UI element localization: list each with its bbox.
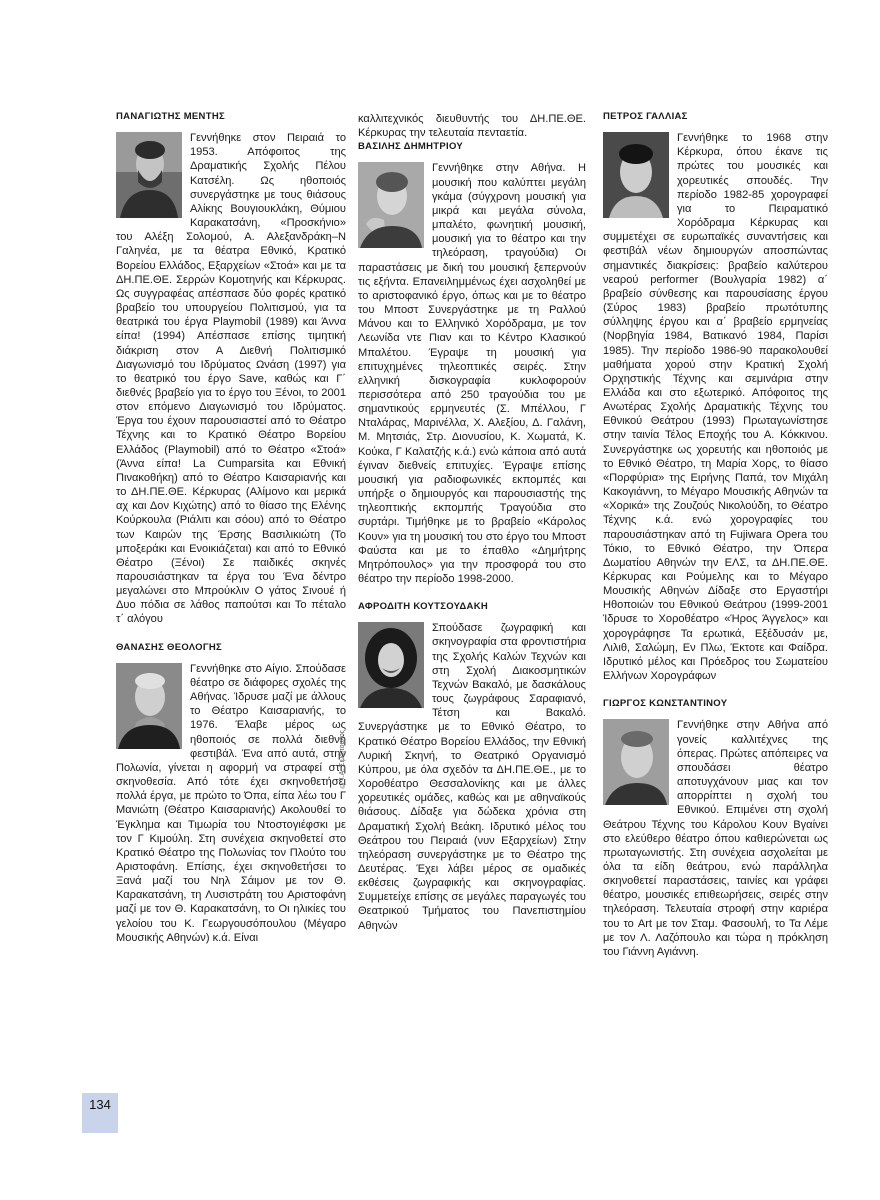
page-number: 134 (82, 1093, 118, 1133)
portrait-photo (603, 719, 669, 805)
column-3 (603, 110, 828, 973)
photo-credit: © Ι.Α. Σιμόπουλος (339, 730, 346, 789)
bio-text: Σπούδασε ζωγραφική και σκηνογραφία στα φροντιστήρια της Σχολής Καλών Τεχνών και στη Σχολή Διακοσμητικών Τεχνών Βακαλό, με δασκάλους τους ζωγράφους Σαραφιανό, Τέτση και Βακαλό. Συνεργάστηκε με το Εθνικό Θέατρο, το Κρατικό Θέατρο Βορείου Ελλάδος, την Εθνική Λυρική Σκηνή, το Θεατρικό Οργανισμό Κύπρου, με όλα σχεδόν τα ΔΗ.ΠΕ.ΘΕ., με το Χοροθέατρο Θεσσαλονίκης και με άλλες χορευτικές ομάδες, καθώς και με αθηναϊκούς θιάσους. Δίδαξε για δώδεκα χρόνια στη Δραματική Σχολή Βεάκη. Ιδρυτικό μέλος του Θεάτρου του Πειραιά (νυν Εξαρχείων) Στην τηλεόραση συνεργάστηκε με το Θέατρο της Δευτέρας. Έχει λάβει μέρος σε ομαδικές εκθέσεις ζωγραφικής και σκηνογραφίας. Συμμετείχε επίσης σε μεγάλες παραγωγές του Θεατρικού Τμήματος του Πανεπιστημίου Αθηνών (358, 622, 586, 932)
portrait-photo (358, 162, 424, 248)
bio-name: ΓΙΩΡΓΟΣ ΚΩΝΣΤΑΝΤΙΝΟΥ (603, 698, 728, 710)
portrait-photo (358, 622, 424, 708)
bio-text: Γεννήθηκε το 1968 στην Κέρκυρα, όπου έκανε τις πρώτες του μουσικές και χορευτικές σπουδές. Την περίοδο 1982-85 χορογραφεί για το Πειραματικό Χορόδραμα Κέρκυρας και συμμετέχει σε ευρωπαϊκές συναντήσεις και φεστιβάλ νέων δημιουργών αποσπώντας σημαντικές διακρίσεις: βραβείο καλύτερου νεαρού performer (Βουλγαρία 1982) α΄ βραβείο σύνθεσης και παρουσίασης έργου (Σύρος 1983) βραβείο πρωτότυπης σύλληψης έργου και α΄ βραβείο ερμηνείας (Νορβηγία 1984, Βατικανό 1984, Παρίσι 1985). Την περίοδο 1986-90 παρακολουθεί μαθήματα χορού στην Κρατική Σχολή Ορχηστικής Τέχνης και σεμινάρια στην Ελλάδα και στο εξωτερικό. Απόφοιτος της Ανωτέρας Σχολής Δραματικής Τέχνης του Εθνικού Θεάτρου (1993) Πρωταγωνίστησε στην ταινία Τέλος Εποχής του Α. Κόκκινου. Συνεργάστηκε ως χορευτής και ηθοποιός με το Εθνικό Θέατρο, τη Μαρία Χορς, το θίασο «Πορφύρια» της Ειρήνης Παπά, τον Μιχάλη Κακογιάννη, το Μέγαρο Μουσικής Αθηνών τα «Χορικά» της Ζουζούς Νικολούδη, το Θέατρο Τέχνης κ.ά. ενώ χορογραφίες του παρουσιάστηκαν από τη Fujiwara Opera του Τόκιο, το Εθνικό Θέατρο, την Όπερα Δωματίου Αθηνών την ΕΛΣ, τα ΔΗ.ΠΕ.ΘΕ. Κέρκυρας και Ρούμελης και το Μέγαρο Μουσικής Αθηνών Δίδαξε στο Εργαστήρι Ηθοποιών του Εθνικού Θεάτρου (1999-2001 Ίδρυσε το Χοροθέατρο «Ήρος Άγγελος» και χορογράφησε Τα ερωτικά, Εξέδυσάν με, Λιλιθ, Σαλώμη, Εν Πλω, Έκτοτε και Φαίδρα. Ιδρυτικό μέλος και Πρόεδρος του Σωματείου Ελλήνων Χορογράφων (603, 132, 828, 683)
portrait-photo (603, 132, 669, 218)
bio-gallias (603, 110, 828, 683)
bio-name: ΠΑΝΑΓΙΩΤΗΣ ΜΕΝΤΗΣ (116, 111, 225, 122)
bio-continuation: καλλιτεχνικός διευθυντής του ΔΗ.ΠΕ.ΘΕ. Κέρκυρας την τελευταία πενταετία. (358, 113, 586, 140)
bio-text: Γεννήθηκε στο Αίγιο. Σπούδασε θέατρο σε διάφορες σχολές της Αθήνας. Ίδρυσε μαζί με άλλους το Θέατρο Καισαριανής, το 1976. Έλαβε μέρος ως ηθοποιός σε πολλά διεθνή φεστιβάλ. Ένα από αυτά, στην Πολωνία, γίνεται η αφορμή να στραφεί στη σκηνοθεσία. Από τότε έχει σκηνοθετήσει πολλά έργα, με πρώτο το Όπα, είπα λέω του Γ Μανιώτη (Θέατρο Καισαριανής) Ακολουθεί το Έγκλημα και Τιμωρία του Ντοστογιέφσκι με τον Γ Κιμούλη. Στη συνέχεια σκηνοθετεί στο Κρατικό Θέατρο της Πολωνίας τον Πλούτο του Αριστοφάνη. Επίσης, έχει σκηνοθετήσει το Ξανά μαζί του Νηλ Σάιμον με τον Θ. Καρακατσάνη, τη Λυσιστράτη του Αριστοφάνη μαζί με τον Θ. Καρακατσάνη, το Οι ηλικίες του γελοίου του Κ. Γεωργουσόπουλου (Μέγαρο Μουσικής Αθηνών) κ.ά. Είναι (116, 662, 346, 944)
column-1 (116, 110, 346, 959)
bio-theologis (116, 641, 346, 945)
portrait-photo (116, 663, 182, 749)
portrait-photo (116, 132, 182, 218)
bio-name: ΘΑΝΑΣΗΣ ΘΕΟΛΟΓΗΣ (116, 641, 223, 653)
bio-text: Γεννήθηκε στην Αθήνα από γονείς καλλιτέχνες της όπερας. Πρώτες απόπειρες να σπουδάσει θέατρο αποτυγχάνουν μιας και τον απορρίπτει η σχολή του Εθνικού. Επιμένει στη σχολή Θεάτρου Τέχνης του Κάρολου Κουν Βγαίνει στο ελεύθερο θέατρο όπου καθιερώνεται ως πρωταγωνιστής. Στη συνέχεια ασχολείται με όλα τα είδη θεάτρου, ενώ παράλληλα σκηνοθετεί παραστάσεις, ταινίες και γράφει θέατρο, μουσικές επιθεωρήσεις, σειρές στην τηλεόραση. Τελευταία στροφή στην καριέρα του το Art με τον Σταμ. Φασουλή, το Τα Λέμε με τον Λ. Λαζόπουλο και τώρα η πρόκληση του Γιάννη Αγιάννη. (603, 719, 828, 958)
bio-name: ΠΕΤΡΟΣ ΓΑΛΛΙΑΣ (603, 111, 688, 122)
bio-text: Γεννήθηκε στον Πειραιά το 1953. Απόφοιτος της Δραματικής Σχολής Πέλου Κατσέλη. Ως ηθοποιός συνεργάστηκε με τους θιάσους Αλίκης Βουγιουκλάκη, Θύμιου Καρακατσάνη, «Προσκήνιο» του Αλέξη Σολομού, Α. Αλεξανδράκη–Ν Γαληνέα, με τα θέατρα Εθνικό, Κρατικό Βορείου Ελλάδος, Εξαρχείων «Στοά» και με τα ΔΗ.ΠΕ.ΘΕ. Σερρών Κομοτηνής και Κέρκυρας. Ως συγγραφέας απέσπασε δύο φορές κρατικό βραβείο του υπουργείου Πολιτισμού, για τα θεατρικά του έργα Playmobil (1989) και Άννα είπα! (1994) Απέσπασε επίσης τιμητική διάκριση στον Α Διεθνή Πολιτισμικό Διαγωνισμό του Ιδρύματος Ωνάση (1997) για το θεατρικό του έργο Save, καθώς και Γ΄ διεθνές βραβείο για το έργο του Ξένοι, το 2001 στον επόμενο Διαγωνισμό του Ιδρύματος. Έργα του έχουν παρουσιαστεί από το Θέατρο Τέχνης και το Κρατικό Θέατρο Βορείου Ελλάδος (Playmobil) από το Θέατρο «Στοά» (Άννα είπα! La Cumparsita και Εθνική Πινακοθήκη) από το Θέατρο Καισαριανής και το ΔΗ.ΠΕ.ΘΕ. Κέρκυρας (Αλίμονο και μερικά αχ και Δον Κιχώτης) από το θίασο της Ελένης Κούρκουλα (Ριάλιτι και σόου) από το Θέατρο των Καιρών της Έρσης Βασιλικιώτη (Το μποξεράκι και Ενοικιάζεται) και από το Εθνικό Θέατρο (Ξένοι) Σε παιδικές σκηνές παρουσιάστηκαν τα έργα του Ένα δέντρο μεγαλώνει στο Μπρούκλιν Ο γάτος Σινουέ ή Δυο πόδια σε λάθος παπούτσι και Το πέταλο τ΄ αλόγου (116, 132, 346, 626)
bio-konstantinou (603, 697, 828, 959)
bio-dimitriou (358, 140, 586, 586)
bio-text: Γεννήθηκε στην Αθήνα. Η μουσική που καλύπτει μεγάλη γκάμα (σύγχρονη μουσική για μικρά και μεγάλα σύνολα, μπαλέτο, φωνητική μουσική, μουσική για το θέατρο και την τηλεόραση, τραγούδια) Οι παραστάσεις με δική του μουσική ξεπερνούν τις εξήντα. Επανειλημμένως έχει ασχοληθεί με το αριστοφανικό έργο, όπως και με το θέατρο του Μποστ Συνεργάστηκε με τη Ραλλού Μάνου και το Ελληνικό Χορόδραμα, με τον Λεωνίδα ντε Πιαν και το Κέντρο Κλασικού Μπαλέτου. Έγραψε τη μουσική για επιτυχημένες τηλεοπτικές σειρές. Στην ελληνική δισκογραφία κυκλοφορούν περισσότερα από 250 τραγούδια του με σημαντικούς ερμηνευτές (Σ. Μπέλλου, Γ Νταλάρας, Μαρινέλλα, Χ. Αλεξίου, Δ. Γαλάνη, Μ. Μητσιάς, Στρ. Διονυσίου, Κ. Χωματά, Κ. Κούκα, Γ Καλατζής κ.ά.) ενώ κάποια από αυτά έγιναν διεθνείς επιτυχίες. Έγραψε επίσης μουσική για ραδιοφωνικές εκπομπές και υπήρξε ο δημιουργός και παρουσιαστής της τηλεοπτικής εκπομπής Τραγούδια στο συρτάρι. Τιμήθηκε με το βραβείο «Κάρολος Κουν» για τη μουσική του στο έργο του Μποστ Φαύστα και με το έπαθλο «Δημήτρης Μητρόπουλος» για την προσφορά του στο θέατρο την περίοδο 1998-2000. (358, 162, 586, 585)
bio-name: ΑΦΡΟΔΙΤΗ ΚΟΥΤΣΟΥΔΑΚΗ (358, 601, 489, 613)
bio-koutsoudaki (358, 600, 586, 933)
bio-name: ΒΑΣΙΛΗΣ ΔΗΜΗΤΡΙΟΥ (358, 141, 464, 153)
bio-mentis (116, 110, 346, 627)
column-2 (358, 112, 586, 947)
